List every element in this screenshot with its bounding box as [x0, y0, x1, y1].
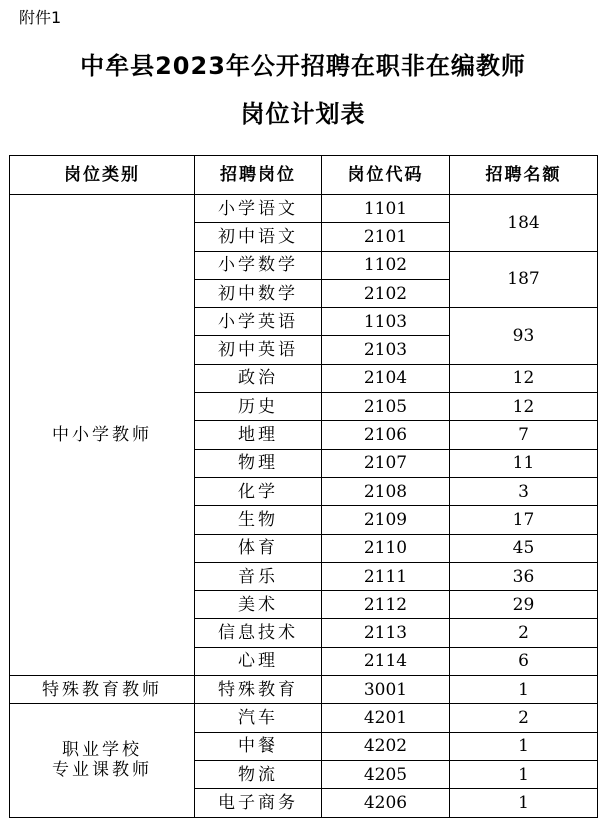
- code-cell: 2101: [322, 223, 450, 251]
- count-cell: 93: [450, 308, 598, 365]
- post-cell: 美术: [195, 591, 322, 619]
- table-row: [10, 704, 598, 732]
- post-cell: 小学英语: [195, 308, 322, 336]
- count-cell: 12: [450, 364, 598, 392]
- post-cell: 音乐: [195, 562, 322, 590]
- count-cell: 187: [450, 251, 598, 308]
- count-cell: 11: [450, 449, 598, 477]
- post-cell: 体育: [195, 534, 322, 562]
- post-cell: 心理: [195, 647, 322, 675]
- post-cell: 历史: [195, 393, 322, 421]
- code-cell: 2104: [322, 364, 450, 392]
- category-cell: [10, 195, 195, 676]
- count-cell: 2: [450, 619, 598, 647]
- code-cell: 4202: [322, 732, 450, 760]
- post-cell: 电子商务: [195, 789, 322, 817]
- page-subtitle: 岗位计划表: [240, 100, 366, 128]
- column-header-post: 招聘岗位: [195, 156, 322, 195]
- column-header-code: 岗位代码: [322, 156, 450, 195]
- post-cell: 特殊教育: [195, 676, 322, 704]
- code-cell: 2114: [322, 647, 450, 675]
- code-cell: 2111: [322, 562, 450, 590]
- attachment-label: 附件1: [19, 8, 62, 27]
- code-cell: 2105: [322, 393, 450, 421]
- table-body: [10, 195, 598, 818]
- code-cell: 2106: [322, 421, 450, 449]
- code-cell: 2112: [322, 591, 450, 619]
- code-cell: 1102: [322, 251, 450, 279]
- category-label: 中小学教师: [52, 425, 152, 446]
- code-cell: 3001: [322, 676, 450, 704]
- code-cell: 2109: [322, 506, 450, 534]
- post-cell: 地理: [195, 421, 322, 449]
- category-cell: [10, 676, 195, 704]
- code-cell: 1103: [322, 308, 450, 336]
- post-cell: 生物: [195, 506, 322, 534]
- table-row: [10, 676, 598, 704]
- count-cell: 184: [450, 195, 598, 252]
- post-cell: 信息技术: [195, 619, 322, 647]
- code-cell: 4205: [322, 760, 450, 788]
- column-header-category: 岗位类别: [10, 156, 195, 195]
- post-cell: 小学语文: [195, 195, 322, 223]
- post-cell: 初中语文: [195, 223, 322, 251]
- count-cell: 17: [450, 506, 598, 534]
- post-cell: 初中英语: [195, 336, 322, 364]
- code-cell: 1101: [322, 195, 450, 223]
- count-cell: 36: [450, 562, 598, 590]
- post-cell: 初中数学: [195, 279, 322, 307]
- column-header-count: 招聘名额: [450, 156, 598, 195]
- count-cell: 3: [450, 477, 598, 505]
- post-cell: 政治: [195, 364, 322, 392]
- table-header-row: [10, 156, 598, 195]
- category-label: 职业学校: [62, 740, 142, 761]
- table-row: [10, 195, 598, 223]
- count-cell: 45: [450, 534, 598, 562]
- code-cell: 2108: [322, 477, 450, 505]
- post-cell: 物流: [195, 760, 322, 788]
- count-cell: 29: [450, 591, 598, 619]
- count-cell: 7: [450, 421, 598, 449]
- code-cell: 4206: [322, 789, 450, 817]
- post-cell: 中餐: [195, 732, 322, 760]
- post-cell: 物理: [195, 449, 322, 477]
- count-cell: 12: [450, 393, 598, 421]
- code-cell: 2102: [322, 279, 450, 307]
- code-cell: 4201: [322, 704, 450, 732]
- count-cell: 6: [450, 647, 598, 675]
- category-cell: [10, 704, 195, 817]
- code-cell: 2110: [322, 534, 450, 562]
- post-cell: 汽车: [195, 704, 322, 732]
- post-cell: 化学: [195, 477, 322, 505]
- code-cell: 2107: [322, 449, 450, 477]
- count-cell: 1: [450, 732, 598, 760]
- category-label: 专业课教师: [52, 760, 152, 781]
- count-cell: 2: [450, 704, 598, 732]
- post-cell: 小学数学: [195, 251, 322, 279]
- code-cell: 2103: [322, 336, 450, 364]
- count-cell: 1: [450, 676, 598, 704]
- count-cell: 1: [450, 789, 598, 817]
- recruitment-plan-table: [9, 155, 598, 818]
- code-cell: 2113: [322, 619, 450, 647]
- page-title: 中牟县2023年公开招聘在职非在编教师: [80, 52, 526, 80]
- category-label: 特殊教育教师: [42, 679, 162, 700]
- count-cell: 1: [450, 760, 598, 788]
